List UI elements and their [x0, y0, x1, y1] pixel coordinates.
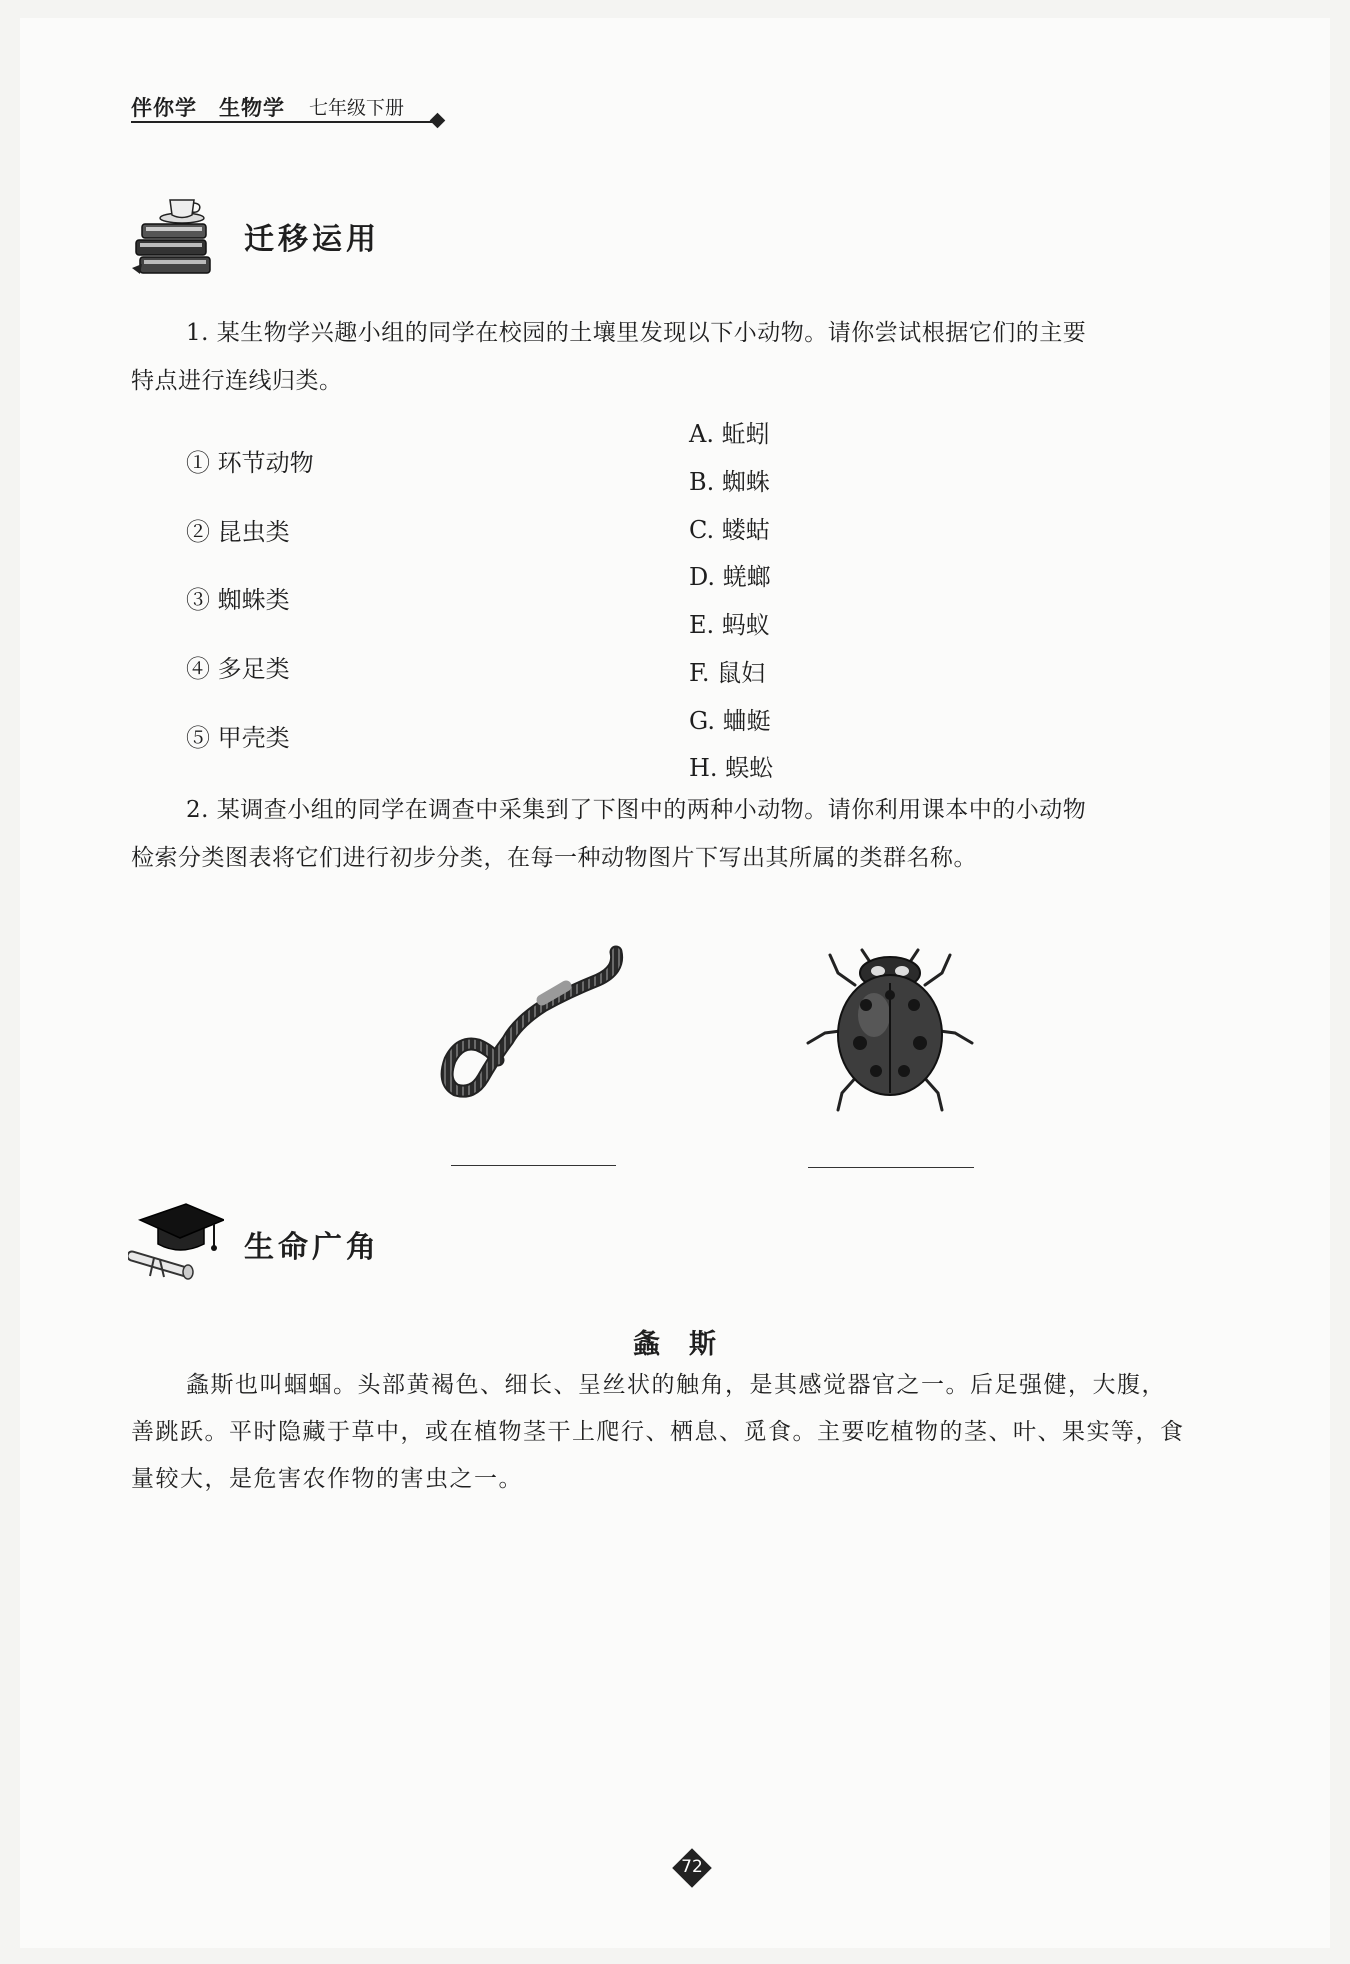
question-1-line-2: 特点进行连线归类。: [131, 368, 343, 394]
question-1-line-1: 1. 某生物学兴趣小组的同学在校园的土壤里发现以下小动物。请你尝试根据它们的主要: [186, 320, 1087, 346]
option-item: B. 蜘蛛: [689, 468, 770, 496]
answer-line-earthworm[interactable]: [451, 1165, 616, 1166]
reading-line-1: 螽斯也叫蝈蝈。头部黄褐色、细长、呈丝状的触角，是其感觉器官之一。后足强健，大腹，: [186, 1372, 1166, 1398]
header-book-title: 伴你学: [131, 96, 197, 120]
option-item: A. 蚯蚓: [689, 420, 770, 448]
answer-line-ladybug[interactable]: [808, 1167, 974, 1168]
question-2-line-1: 2. 某调查小组的同学在调查中采集到了下图中的两种小动物。请你利用课本中的小动物: [186, 797, 1087, 823]
option-item: F. 鼠妇: [689, 659, 766, 687]
question-2-line-2: 检索分类图表将它们进行初步分类，在每一种动物图片下写出其所属的类群名称。: [131, 845, 977, 871]
category-item: ③ 蜘蛛类: [186, 586, 290, 614]
header-subject: 生物学: [219, 96, 285, 120]
option-item: G. 蛐蜓: [689, 707, 771, 735]
category-item: ① 环节动物: [186, 449, 314, 477]
option-item: H. 蜈蚣: [689, 754, 774, 782]
option-item: E. 蚂蚁: [689, 611, 770, 639]
header-rule: [131, 121, 439, 123]
books-and-teacup-icon: [132, 190, 220, 280]
page-number-badge: [670, 1846, 714, 1890]
option-item: D. 蜣螂: [689, 563, 771, 591]
page-number: 72: [681, 1857, 703, 1877]
reading-line-3: 量较大，是危害农作物的害虫之一。: [131, 1466, 523, 1492]
section-title-transfer: 迁移运用: [244, 222, 380, 257]
category-item: ② 昆虫类: [186, 518, 290, 546]
reading-line-2: 善跳跃。平时隐藏于草中，或在植物茎干上爬行、栖息、觅食。主要吃植物的茎、叶、果实等，食: [131, 1419, 1185, 1445]
category-item: ④ 多足类: [186, 655, 290, 683]
earthworm-image: [438, 940, 628, 1110]
graduation-cap-and-diploma-icon: [128, 1200, 224, 1280]
page-background: [20, 18, 1330, 1948]
category-item: ⑤ 甲壳类: [186, 724, 290, 752]
header-grade: 七年级下册: [309, 97, 405, 119]
section-title-life-perspective: 生命广角: [244, 1230, 380, 1265]
reading-title: 螽 斯: [633, 1329, 717, 1360]
ladybug-image: [800, 935, 980, 1115]
option-item: C. 蝼蛄: [689, 516, 770, 544]
